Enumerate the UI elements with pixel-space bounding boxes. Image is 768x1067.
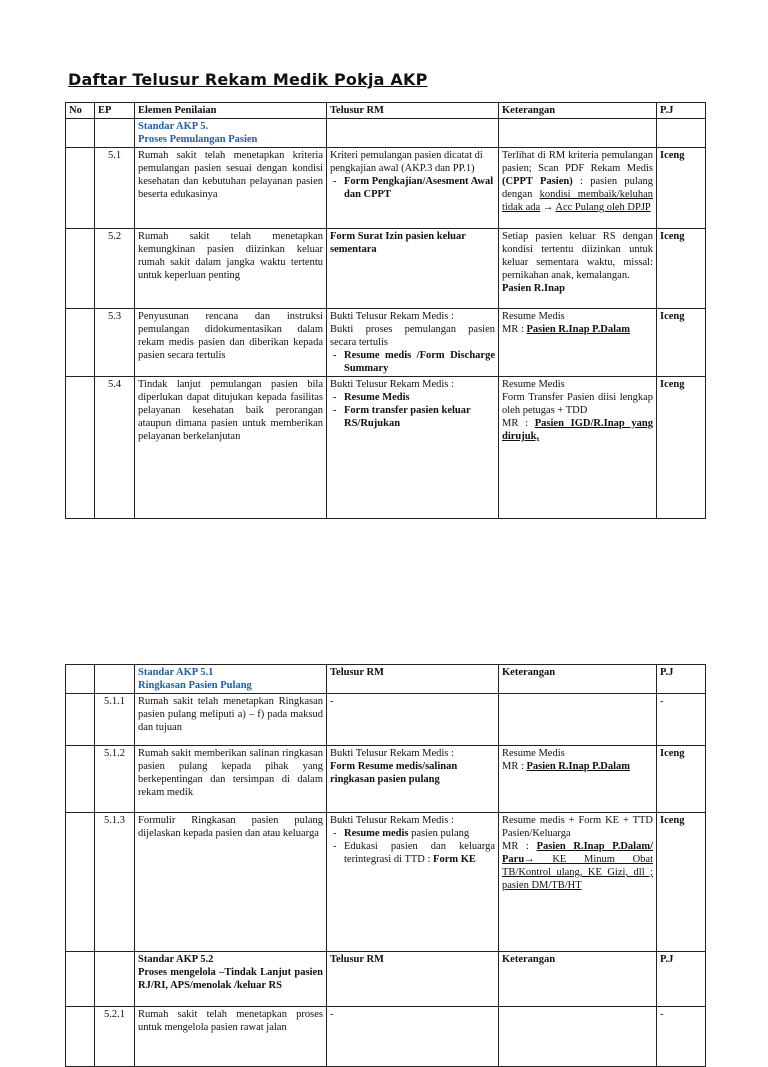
header-telusur: Telusur RM xyxy=(327,103,499,119)
elemen-text: Rumah sakit memberikan salinan ringkasan pasien pulang kepada pihak yang berkepentingan dan tersimpan di dalam rekam medik xyxy=(135,746,327,813)
section-row xyxy=(66,119,706,148)
ep-number: 5.2.1 xyxy=(95,1007,135,1067)
ep-number: 5.1.2 xyxy=(95,746,135,813)
pj-cell: Iceng xyxy=(657,813,706,952)
keterangan-cell: Resume Medis Form Transfer Pasien diisi lengkap oleh petugas + TDD MR : Pasien IGD/R.Inap yang dirujuk, xyxy=(499,377,657,519)
elemen-text: Rumah sakit telah menetapkan kriteria pemulangan pasien sesuai dengan kondisi kesehatan dan kebutuhan pelayanan pasien beserta edukasinya xyxy=(135,148,327,229)
pj-cell: - xyxy=(657,694,706,746)
table-row xyxy=(66,148,706,229)
ep-number: 5.2 xyxy=(95,229,135,309)
ep-number: 5.4 xyxy=(95,377,135,519)
pj-cell: Iceng xyxy=(657,229,706,309)
section-row xyxy=(66,665,706,694)
header-keterangan: Keterangan xyxy=(499,103,657,119)
header-pj: P.J xyxy=(657,103,706,119)
elemen-text: Formulir Ringkasan pasien pulang dijelaskan kepada pasien dan atau keluarga xyxy=(135,813,327,952)
pj-cell: Iceng xyxy=(657,148,706,229)
header-telusur: Telusur RM xyxy=(327,665,499,694)
header-keterangan: Keterangan xyxy=(499,952,657,1007)
telusur-cell: Bukti Telusur Rekam Medis : - Resume Medis - Form transfer pasien keluar RS/Rujukan xyxy=(327,377,499,519)
ep-number: 5.1 xyxy=(95,148,135,229)
ep-number: 5.3 xyxy=(95,309,135,377)
header-pj: P.J xyxy=(657,952,706,1007)
header-telusur: Telusur RM xyxy=(327,952,499,1007)
table-row xyxy=(66,746,706,813)
document-title: Daftar Telusur Rekam Medik Pokja AKP xyxy=(68,70,428,89)
section-title: Standar AKP 5.2 Proses mengelola –Tindak Lanjut pasien RJ/RI, APS/menolak /keluar RS xyxy=(135,952,327,1007)
ep-number: 5.1.1 xyxy=(95,694,135,746)
telusur-cell: - xyxy=(327,1007,499,1067)
section-title: Standar AKP 5. Proses Pemulangan Pasien xyxy=(135,119,327,148)
table-row xyxy=(66,229,706,309)
ep-number: 5.1.3 xyxy=(95,813,135,952)
telusur-cell: Bukti Telusur Rekam Medis : Bukti proses pemulangan pasien secara tertulis - Resume medis /Form Discharge Summary xyxy=(327,309,499,377)
telusur-table-akp5 xyxy=(65,102,706,519)
pj-cell: - xyxy=(657,1007,706,1067)
header-ep: EP xyxy=(95,103,135,119)
table-header-row xyxy=(66,103,706,119)
telusur-table-akp51 xyxy=(65,664,706,1067)
table-row xyxy=(66,813,706,952)
keterangan-cell xyxy=(499,1007,657,1067)
elemen-text: Penyusunan rencana dan instruksi pemulangan didokumentasikan dalam rekam medis pasien dan diberikan kepada pasien secara tertulis xyxy=(135,309,327,377)
pj-cell: Iceng xyxy=(657,377,706,519)
telusur-cell: Bukti Telusur Rekam Medis : - Resume medis pasien pulang - Edukasi pasien dan keluarga terintegrasi di TTD : Form KE xyxy=(327,813,499,952)
keterangan-cell: Setiap pasien keluar RS dengan kondisi tertentu diizinkan untuk keluar sementara waktu, missal: pernikahan anak, kemalangan. Pasien R.Inap xyxy=(499,229,657,309)
elemen-text: Rumah sakit telah menetapkan kemungkinan pasien diizinkan keluar rumah sakit dalam jangka waktu tertentu untuk keperluan penting xyxy=(135,229,327,309)
pj-cell: Iceng xyxy=(657,309,706,377)
elemen-text: Tindak lanjut pemulangan pasien bila diperlukan dapat ditujukan kepada fasilitas pelayanan kesehatan baik perorangan ataupun dimana pasien untuk memberikan pelayanan berkelanjutan xyxy=(135,377,327,519)
telusur-cell: - xyxy=(327,694,499,746)
table-row xyxy=(66,694,706,746)
keterangan-cell: Terlihat di RM kriteria pemulangan pasien; Scan PDF Rekam Medis (CPPT Pasien) : pasien pulang dengan kondisi membaik/keluhan tidak ada → Acc Pulang oleh DPJP xyxy=(499,148,657,229)
header-keterangan: Keterangan xyxy=(499,665,657,694)
section-title: Standar AKP 5.1 Ringkasan Pasien Pulang xyxy=(135,665,327,694)
pj-cell: Iceng xyxy=(657,746,706,813)
table-row xyxy=(66,377,706,519)
telusur-cell: Form Surat Izin pasien keluar sementara xyxy=(327,229,499,309)
elemen-text: Rumah sakit telah menetapkan Ringkasan pasien pulang meliputi a) – f) pada maksud dan tujuan xyxy=(135,694,327,746)
keterangan-cell: Resume Medis MR : Pasien R.Inap P.Dalam xyxy=(499,746,657,813)
table-row xyxy=(66,309,706,377)
header-no: No xyxy=(66,103,95,119)
header-pj: P.J xyxy=(657,665,706,694)
telusur-cell: Kriteri pemulangan pasien dicatat di pengkajian awal (AKP.3 dan PP.1) - Form Pengkajian/Asesment Awal dan CPPT xyxy=(327,148,499,229)
telusur-cell: Bukti Telusur Rekam Medis : Form Resume medis/salinan ringkasan pasien pulang xyxy=(327,746,499,813)
section-row xyxy=(66,952,706,1007)
table-row xyxy=(66,1007,706,1067)
keterangan-cell: Resume Medis MR : Pasien R.Inap P.Dalam xyxy=(499,309,657,377)
keterangan-cell: Resume medis + Form KE + TTD Pasien/Keluarga MR : Pasien R.Inap P.Dalam/ Paru→ KE Minum Obat TB/Kontrol ulang, KE Gizi, dll ; pasien DM/TB/HT xyxy=(499,813,657,952)
elemen-text: Rumah sakit telah menetapkan proses untuk mengelola pasien rawat jalan xyxy=(135,1007,327,1067)
header-elemen: Elemen Penilaian xyxy=(135,103,327,119)
keterangan-cell xyxy=(499,694,657,746)
